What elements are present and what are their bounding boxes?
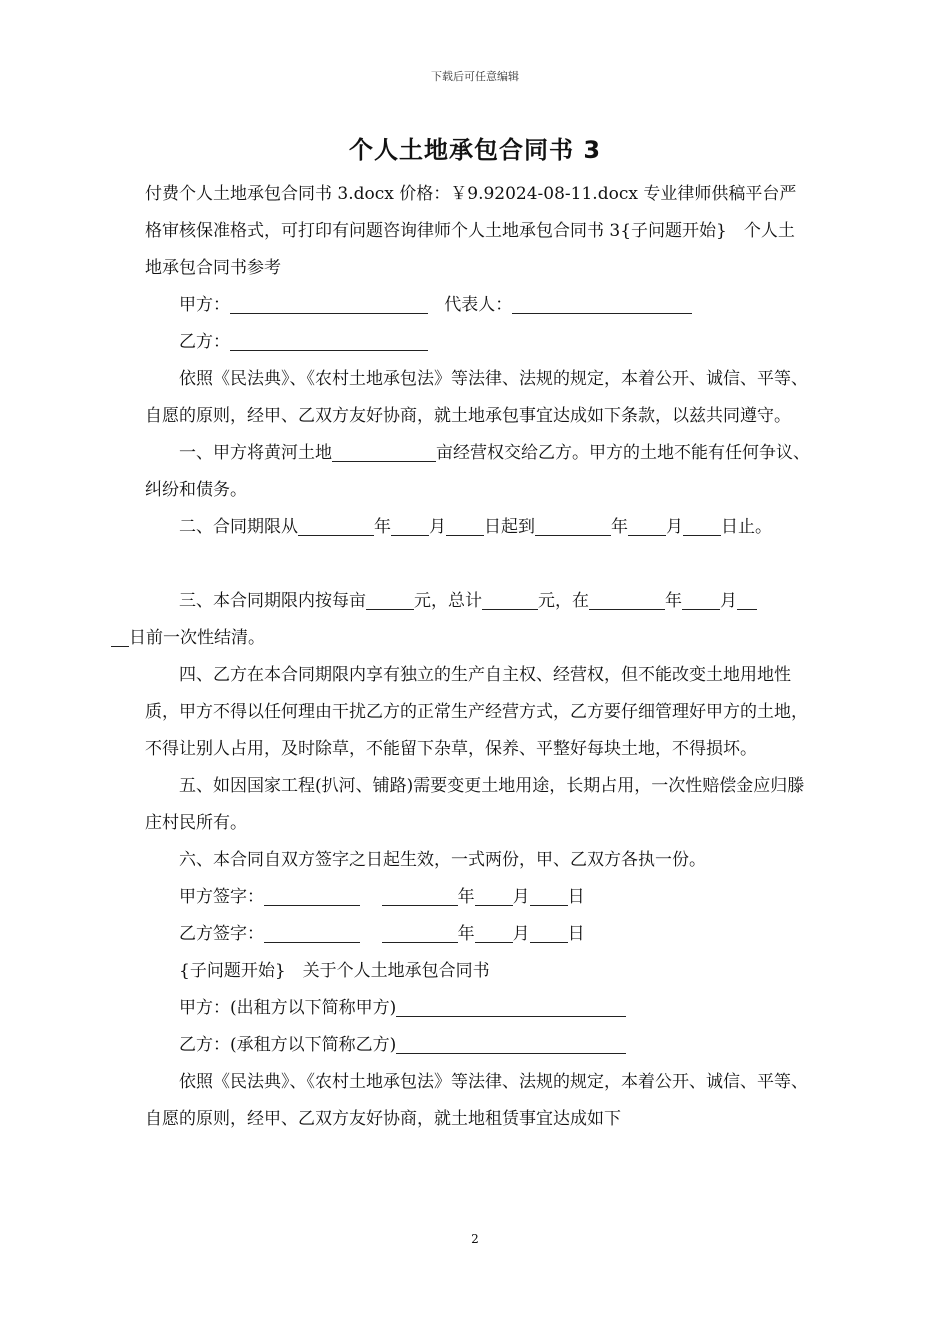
party-a-blank bbox=[230, 293, 428, 314]
sub-heading: {子问题开始} 关于个人土地承包合同书 bbox=[179, 961, 490, 981]
sign-a-line bbox=[145, 879, 810, 916]
sign-b-line bbox=[145, 916, 810, 953]
total-price-blank bbox=[482, 589, 538, 610]
clause-1-text-a: 一、甲方将黄河土地 bbox=[179, 443, 332, 463]
clause-4: 四、乙方在本合同期限内享有独立的生产自主权、经营权，但不能改变土地用地性质，甲方不得以任何理由干扰乙方的正常生产经营方式，乙方要仔细管理好甲方的土地，不得让别人占用，及时除草，不能留下杂草，保养、平整好每块土地，不得损坏。 bbox=[145, 665, 808, 759]
sign-a-blank bbox=[264, 885, 360, 906]
year-label: 年 bbox=[665, 591, 682, 611]
start-day-blank bbox=[446, 515, 484, 536]
pay-day-blank-b bbox=[111, 626, 129, 647]
land-area-blank bbox=[332, 441, 436, 462]
sign-a-label: 甲方签字： bbox=[179, 887, 264, 907]
per-mu-price-blank bbox=[366, 589, 414, 610]
basis-paragraph-2: 依照《民法典》、《农村土地承包法》等法律、法规的规定，本着公开、诚信、平等、自愿的原则，经甲、乙双方友好协商，就土地租赁事宜达成如下 bbox=[145, 1072, 808, 1129]
sign-a-month-blank bbox=[475, 885, 513, 906]
clause-3-text-b: 元，总计 bbox=[414, 591, 482, 611]
party-b-line bbox=[145, 324, 810, 361]
lessee-blank bbox=[396, 1033, 626, 1054]
intro-paragraph: 付费个人土地承包合同书 3.docx 价格：￥9.92024-08-11.docx 专业律师供稿平台严格审核保准格式，可打印有问题咨询律师个人土地承包合同书 3{子问题开始} 个人土地承包合同书参考 bbox=[145, 184, 797, 278]
month-label: 月 bbox=[666, 517, 683, 537]
end-day-blank bbox=[683, 515, 721, 536]
month-label: 月 bbox=[429, 517, 446, 537]
sign-b-year-blank bbox=[382, 922, 458, 943]
month-label: 月 bbox=[512, 887, 530, 907]
day-label: 日 bbox=[567, 887, 585, 907]
year-label: 年 bbox=[374, 517, 391, 537]
document-title: 个人土地承包合同书 3 bbox=[348, 136, 602, 164]
clause-1-text-b: 亩经营权交给乙方。甲方的土地不能有任何争议、纠纷和债务。 bbox=[145, 443, 810, 500]
lessee-line bbox=[145, 1027, 810, 1064]
clause-3 bbox=[129, 583, 810, 657]
page-number: 2 bbox=[471, 1232, 479, 1246]
clause-2 bbox=[145, 509, 810, 546]
clause-3-text-a: 三、本合同期限内按每亩 bbox=[179, 591, 366, 611]
spacer bbox=[145, 546, 810, 583]
clause-1 bbox=[145, 435, 810, 509]
header-note: 下载后可任意编辑 bbox=[431, 70, 519, 83]
clause-2-text: 二、合同期限从 bbox=[179, 517, 298, 537]
end-year-blank bbox=[535, 515, 611, 536]
lessor-line bbox=[145, 990, 810, 1027]
sign-b-month-blank bbox=[475, 922, 513, 943]
year-label: 年 bbox=[611, 517, 628, 537]
pay-year-blank bbox=[589, 589, 665, 610]
start-year-blank bbox=[298, 515, 374, 536]
lessee-label: 乙方：(承租方以下简称乙方) bbox=[179, 1035, 397, 1055]
start-month-blank bbox=[391, 515, 429, 536]
until-label: 日止。 bbox=[721, 517, 772, 537]
party-b-blank bbox=[230, 330, 428, 351]
party-b-label: 乙方： bbox=[179, 332, 230, 352]
basis-paragraph: 依照《民法典》、《农村土地承包法》等法律、法规的规定，本着公开、诚信、平等、自愿的原则，经甲、乙双方友好协商，就土地承包事宜达成如下条款，以兹共同遵守。 bbox=[145, 369, 808, 426]
clause-5: 五、如因国家工程(扒河、铺路)需要变更土地用途，长期占用，一次性赔偿金应归滕庄村民所有。 bbox=[145, 776, 805, 833]
clause-6: 六、本合同自双方签字之日起生效，一式两份，甲、乙双方各执一份。 bbox=[179, 850, 706, 870]
end-month-blank bbox=[628, 515, 666, 536]
from-label: 日起到 bbox=[484, 517, 535, 537]
representative-blank bbox=[512, 293, 692, 314]
clause-3-end: 日前一次性结清。 bbox=[129, 628, 265, 648]
party-a-line bbox=[145, 287, 810, 324]
party-a-label: 甲方： bbox=[179, 295, 230, 315]
sign-a-year-blank bbox=[382, 885, 458, 906]
day-label: 日 bbox=[567, 924, 585, 944]
clause-3-text-c: 元，在 bbox=[538, 591, 589, 611]
representative-label: 代表人： bbox=[444, 295, 513, 315]
lessor-blank bbox=[396, 996, 626, 1017]
sign-b-label: 乙方签字： bbox=[179, 924, 264, 944]
sign-a-day-blank bbox=[530, 885, 568, 906]
month-label: 月 bbox=[720, 591, 737, 611]
year-label: 年 bbox=[457, 887, 475, 907]
month-label: 月 bbox=[512, 924, 530, 944]
sign-b-blank bbox=[264, 922, 360, 943]
lessor-label: 甲方：(出租方以下简称甲方) bbox=[179, 998, 397, 1018]
sign-b-day-blank bbox=[530, 922, 568, 943]
document-body bbox=[129, 176, 810, 1138]
pay-day-blank-a bbox=[737, 589, 757, 610]
pay-month-blank bbox=[682, 589, 720, 610]
year-label: 年 bbox=[457, 924, 475, 944]
